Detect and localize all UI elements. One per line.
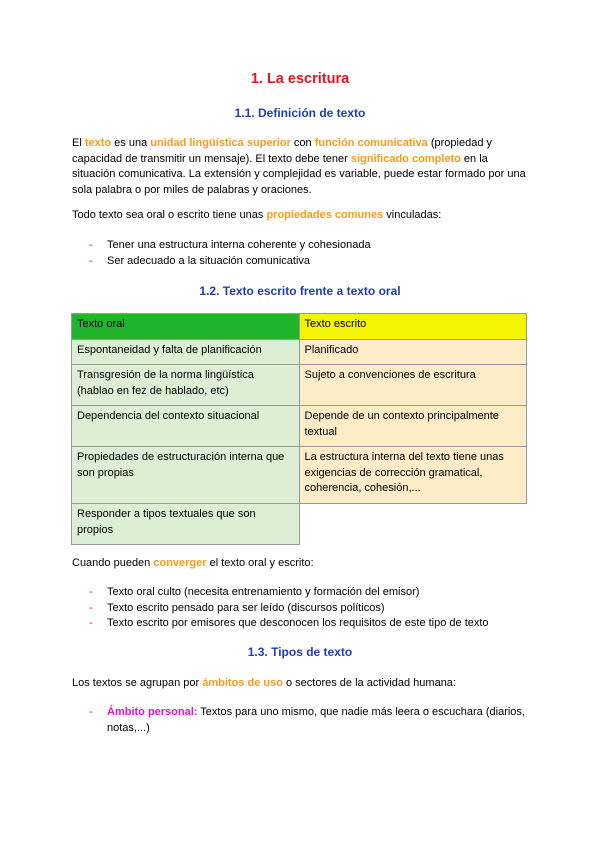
keyword-ambitos-de-uso: ámbitos de uso	[202, 677, 283, 689]
list-item-text: Tener una estructura interna coherente y cohesionada	[107, 239, 371, 251]
table-row	[72, 504, 527, 545]
text-run: Cuando pueden	[72, 557, 154, 569]
keyword-funcion-comunicativa: función comunicativa	[314, 137, 428, 149]
converge-list	[72, 585, 532, 632]
table-row	[72, 339, 527, 365]
keyword-texto: texto	[84, 137, 112, 149]
list-item-text: Ser adecuado a la situación comunicativa	[107, 254, 311, 267]
dash-bullet: -	[89, 706, 93, 718]
dash-bullet: -	[89, 601, 93, 614]
properties-paragraph	[72, 208, 530, 224]
table-cell-oral: Propiedades de estructuración interna que son propias	[72, 447, 300, 504]
ambitos-paragraph	[72, 676, 530, 692]
list-item	[72, 238, 532, 254]
keyword-ambito-personal: Ámbito personal:	[107, 706, 198, 718]
table-header-row	[72, 314, 527, 340]
list-item-text: Texto escrito por emisores que desconocen los requisitos de este tipo de texto	[107, 617, 489, 629]
section-title-oral-escrito: 1.2. Texto escrito frente a texto oral	[199, 284, 401, 298]
list-item	[72, 601, 532, 617]
list-item	[72, 616, 532, 632]
keyword-propiedades-comunes: propiedades comunes	[266, 209, 384, 221]
text-run: (propiedad y capacidad de transmitir un mensaje). El texto debe tener	[72, 137, 492, 165]
text-run: El	[72, 137, 85, 149]
text-run: Los textos se agrupan por	[72, 677, 203, 689]
table-cell-oral: Dependencia del contexto situacional	[72, 406, 300, 447]
keyword-converger: converger	[153, 557, 207, 569]
dash-bullet: -	[89, 617, 93, 629]
list-item-text: Texto escrito pensado para ser leído (discursos políticos)	[107, 601, 385, 614]
text-run: o sectores de la actividad humana:	[282, 677, 456, 689]
dash-bullet: -	[89, 586, 93, 598]
dash-bullet: -	[89, 254, 93, 267]
list-item-text: Textos para uno mismo, que nadie más leera o escuchara (diarios, notas,...)	[107, 706, 525, 734]
text-run: Todo texto sea oral o escrito tiene unas	[72, 209, 267, 221]
text-run: es una	[111, 137, 151, 149]
header-texto-escrito: Texto escrito	[299, 314, 527, 340]
text-run: vinculadas:	[383, 209, 442, 221]
table-cell-escrito: Depende de un contexto principalmente textual	[299, 406, 527, 447]
table-cell-escrito: La estructura interna del texto tiene unas exigencias de corrección gramatical, coherencia, cohesión,...	[299, 447, 527, 504]
keyword-unidad-linguistica: unidad lingüística superior	[150, 137, 291, 149]
page-title: 1. La escritura	[250, 71, 350, 87]
ambitos-list	[72, 705, 532, 736]
list-item	[72, 254, 532, 270]
header-texto-oral: Texto oral	[72, 314, 300, 340]
definition-paragraph	[72, 136, 530, 198]
table-row	[72, 406, 527, 447]
list-item	[72, 585, 532, 601]
properties-list	[72, 238, 532, 269]
comparison-table	[71, 313, 527, 545]
list-item	[72, 705, 532, 736]
converge-paragraph	[72, 556, 530, 572]
table-cell-empty	[299, 504, 527, 545]
keyword-significado-completo: significado completo	[350, 152, 461, 165]
text-run: en la situación comunicativa. La extensión y complejidad es variable, puede estar formado por una sola palabra o por miles de palabras y oraciones.	[72, 152, 526, 196]
dash-bullet: -	[89, 239, 93, 251]
section-title-tipos: 1.3. Tipos de texto	[247, 645, 353, 659]
table-cell-escrito: Planificado	[299, 339, 527, 365]
table-cell-oral: Responder a tipos textuales que son propios	[72, 504, 300, 545]
table-cell-oral: Transgresión de la norma lingüística (hablao en fez de hablado, etc)	[72, 365, 300, 406]
text-run: el texto oral y escrito:	[206, 557, 314, 569]
text-run: con	[290, 137, 315, 149]
section-title-definicion: 1.1. Definición de texto	[234, 106, 366, 120]
table-cell-oral: Espontaneidad y falta de planificación	[72, 339, 300, 365]
table-row	[72, 447, 527, 504]
table-cell-escrito: Sujeto a convenciones de escritura	[299, 365, 527, 406]
list-item-text: Texto oral culto (necesita entrenamiento y formación del emisor)	[107, 586, 420, 598]
table-row	[72, 365, 527, 406]
